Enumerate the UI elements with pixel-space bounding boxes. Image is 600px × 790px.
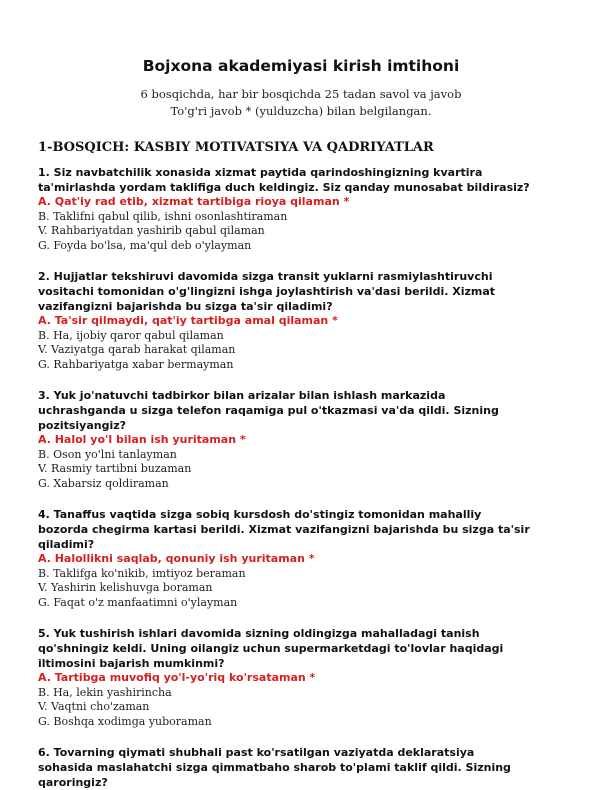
document-subtitle [72,86,530,120]
document-title: Bojxona akademiyasi kirish imtihoni [142,57,460,75]
question-5 [38,626,530,729]
option: B. Taklifni qabul qilib, ishni osonlashtiraman [38,209,288,223]
option-correct: A. Halollikni saqlab, qonuniy ish yuritaman * [38,552,315,565]
question-3 [38,388,530,491]
question-text: 6. Tovarning qiymati shubhali past ko'rsatilgan vaziyatda deklaratsiya sohasida maslahatchi sizga qimmatbaho sharob to'plami taklif qildi. Sizning qaroringiz? [38,746,511,789]
option: V. Rasmiy tartibni buzaman [38,462,192,475]
question-text: 5. Yuk tushirish ishlari davomida sizning oldingizga mahalladagi tanish qo'shningiz keldi. Uning oilangiz uchun supermarketdagi to'lovlar haqidagi iltimosini bajarish mumkinmi? [38,627,504,670]
option: B. Ha, ijobiy qaror qabul qilaman [38,328,224,342]
question-1 [38,165,530,253]
subtitle-line: To'g'ri javob * (yulduzcha) bilan belgilangan. [170,104,432,118]
option-correct: A. Halol yo'l bilan ish yuritaman * [38,433,246,446]
option: V. Vaziyatga qarab harakat qilaman [38,343,236,356]
option-correct: A. Tartibga muvofiq yo'l-yo'riq ko'rsataman * [38,671,316,684]
option: V. Vaqtni cho'zaman [38,700,150,713]
option: G. Foyda bo'lsa, ma'qul deb o'ylayman [38,238,252,252]
question-2 [38,269,530,372]
option: B. Oson yo'lni tanlayman [38,447,177,461]
question-text: 4. Tanaffus vaqtida sizga sobiq kursdosh do'stingiz tomonidan mahalliy bozorda chegirma kartasi berildi. Xizmat vazifangizni bajarishda bu sizga ta'sir qiladimi? [38,508,530,551]
option: V. Rahbariyatdan yashirib qabul qilaman [38,224,265,237]
option: B. Taklifga ko'nikib, imtiyoz beraman [38,566,246,580]
option: V. Yashirin kelishuvga boraman [38,581,213,594]
question-text: 1. Siz navbatchilik xonasida xizmat paytida qarindoshingizning kvartira ta'mirlashda yordam taklifiga duch keldingiz. Siz qanday munosabat bildirasiz? [38,166,530,194]
question-6 [38,745,530,790]
option-correct: A. Qat'iy rad etib, xizmat tartibiga rioya qilaman * [38,195,350,208]
option: B. Ha, lekin yashirincha [38,685,172,699]
subtitle-line: 6 bosqichda, har bir bosqichda 25 tadan savol va javob [140,87,462,101]
option-correct: A. Ta'sir qilmaydi, qat'iy tartibga amal qilaman * [38,314,338,327]
option: G. Rahbariyatga xabar bermayman [38,357,234,371]
section-heading: 1-BOSQICH: KASBIY MOTIVATSIYA VA QADRIYATLAR [38,140,434,155]
option: G. Faqat o'z manfaatimni o'ylayman [38,595,238,609]
question-text: 2. Hujjatlar tekshiruvi davomida sizga transit yuklarni rasmiylashtiruvchi vositachi tomonidan o'g'lingizni ishga joylashtirish va'dasi berildi. Xizmat vazifangizni bajarishda bu sizga ta'sir qiladimi? [38,270,496,313]
question-text: 3. Yuk jo'natuvchi tadbirkor bilan arizalar bilan ishlash markazida uchrashganda u sizga telefon raqamiga pul o'tkazmasi va'da qildi. Sizning pozitsiyangiz? [38,389,499,432]
option: G. Boshqa xodimga yuboraman [38,714,212,728]
question-4 [38,507,530,610]
option: G. Xabarsiz qoldiraman [38,476,169,490]
